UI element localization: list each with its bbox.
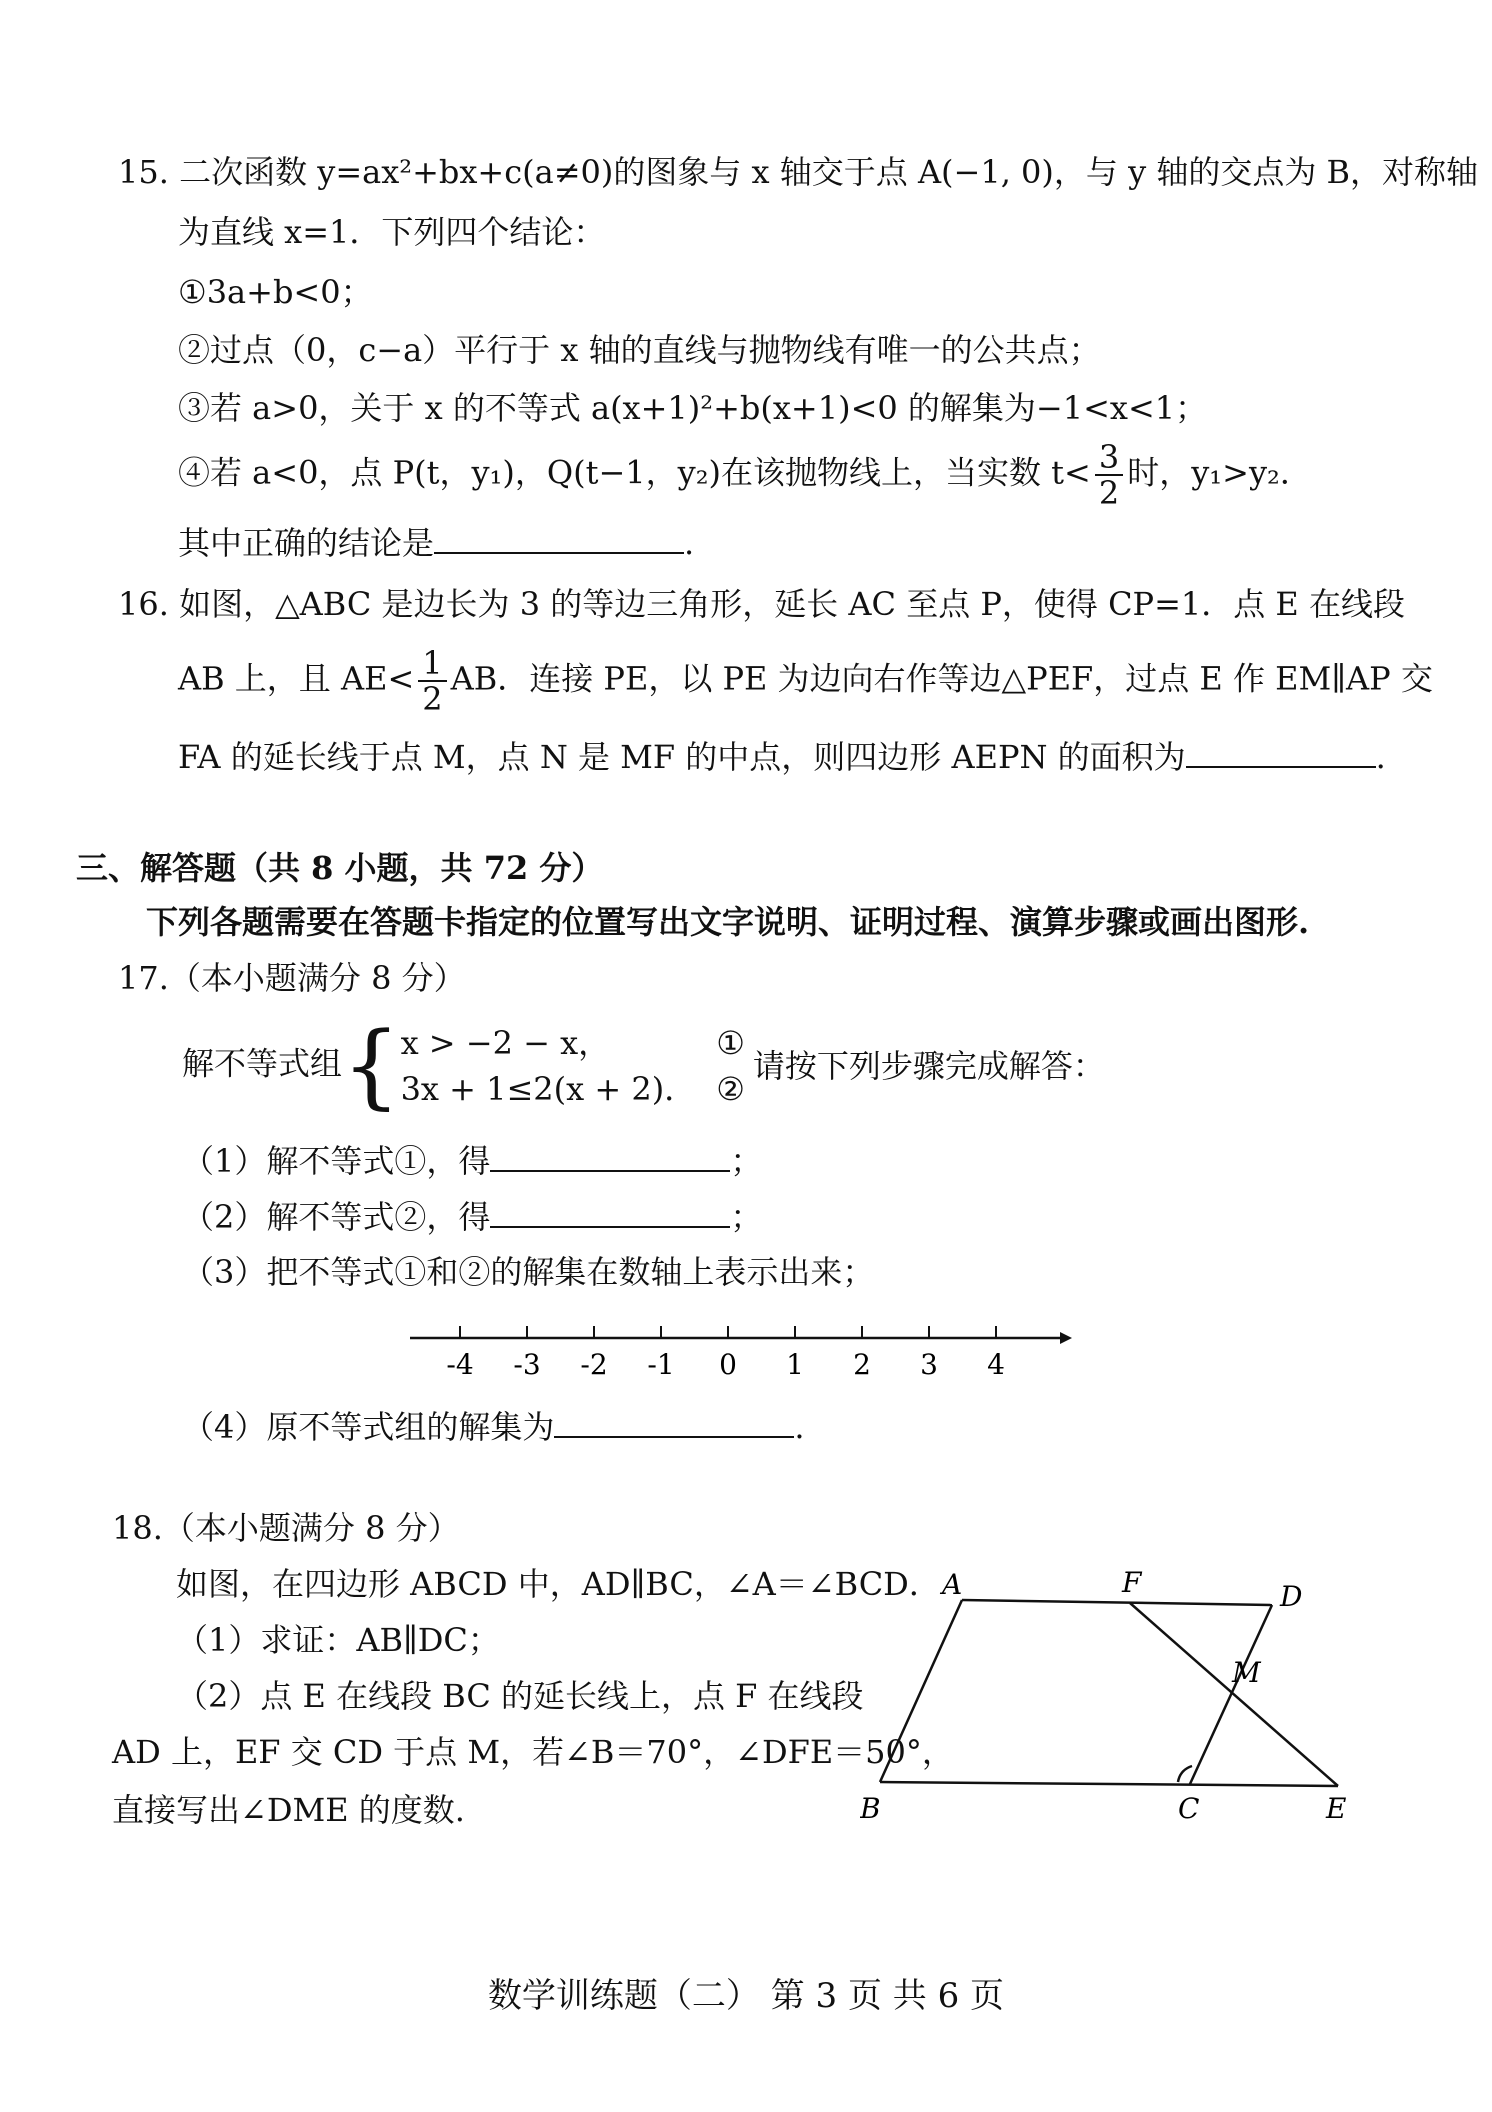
q15-answer-line [178, 522, 694, 563]
q17-marks [716, 1020, 745, 1112]
tick-label: 2 [853, 1348, 871, 1381]
tick-label: -1 [647, 1348, 675, 1381]
q17-mark1: ① [716, 1024, 745, 1062]
q17-step3: （3）把不等式①和②的解集在数轴上表示出来； [182, 1253, 875, 1291]
q18-line5: 直接写出∠DME 的度数. [112, 1791, 465, 1829]
q18-line4: AD 上，EF 交 CD 于点 M，若∠B＝70°，∠DFE＝50°， [112, 1733, 954, 1771]
q15-c4-text-b: 时，y₁>y₂． [1127, 453, 1312, 492]
q17-step2-blank[interactable] [490, 1196, 730, 1228]
q16-line3 [178, 736, 1386, 777]
tick-label: 3 [920, 1348, 938, 1381]
q17-mark2: ② [716, 1070, 745, 1108]
q15-conclusion-1: ①3a+b<0； [178, 273, 373, 311]
segment-FE [1130, 1603, 1338, 1786]
number-line-ticks [446, 1326, 1005, 1381]
q17-step2 [182, 1196, 762, 1237]
q18-line3: （2）点 E 在线段 BC 的延长线上，点 F 在线段 [176, 1677, 864, 1715]
q17-step2-text: （2）解不等式②，得 [182, 1198, 491, 1236]
q17-system [182, 1012, 1105, 1119]
q17-brace: { [342, 1012, 401, 1119]
q17-step4-text: （4）原不等式组的解集为 [182, 1408, 555, 1446]
label-A: A [942, 1568, 963, 1601]
q18-head: 18.（本小题满分 8 分） [112, 1509, 460, 1547]
q17-step1-text: （1）解不等式①，得 [182, 1142, 491, 1180]
tick-label: 4 [987, 1348, 1005, 1381]
q17-number-line[interactable] [400, 1312, 1080, 1384]
tick-label: 0 [719, 1348, 737, 1381]
section3-title: 三、解答题（共 8 小题，共 72 分） [76, 849, 604, 887]
number-line-arrow [1060, 1332, 1072, 1344]
angle-mark-C [1178, 1766, 1192, 1782]
q17-intro: 解不等式组 [182, 1044, 343, 1083]
tick-label: 1 [786, 1348, 804, 1381]
tick-label: -3 [513, 1348, 541, 1381]
label-M: M [1232, 1656, 1261, 1689]
q15-conclusion-2: ②过点（0，c−a）平行于 x 轴的直线与抛物线有唯一的公共点； [178, 331, 1101, 369]
q17-step1-blank[interactable] [490, 1140, 730, 1172]
q17-step2-semi: ； [730, 1198, 763, 1236]
q15-line1: 15. 二次函数 y=ax²+bx+c(a≠0)的图象与 x 轴交于点 A(−1, 0)，与 y 轴的交点为 B，对称轴 [118, 153, 1479, 191]
q15-c4-text-a: ④若 a<0，点 P(t，y₁)，Q(t−1，y₂)在该抛物线上，当实数 t< [178, 453, 1091, 492]
label-D: D [1280, 1580, 1303, 1613]
label-B: B [860, 1792, 881, 1825]
q16-line2 [178, 646, 1433, 716]
q15-ask: 其中正确的结论是 [178, 524, 435, 562]
q17-step1 [182, 1140, 762, 1181]
q17-inequalities [401, 1020, 697, 1112]
q16-fraction [418, 646, 446, 716]
q16-fraction-den: 2 [422, 680, 443, 718]
segment-BE [880, 1782, 1338, 1786]
q15-end: . [684, 524, 695, 562]
segment-DC [1190, 1605, 1272, 1784]
q17-step1-semi: ； [730, 1142, 763, 1180]
q15-fraction [1095, 440, 1123, 510]
segment-AD [962, 1600, 1272, 1605]
q17-head: 17.（本小题满分 8 分） [118, 959, 466, 997]
q16-end: . [1375, 738, 1386, 776]
q18-line1: 如图，在四边形 ABCD 中，AD∥BC，∠A＝∠BCD． [176, 1565, 941, 1603]
q18-line2: （1）求证：AB∥DC； [176, 1621, 500, 1659]
q15-conclusion-4 [178, 440, 1312, 510]
q17-step4 [182, 1406, 805, 1447]
q15-fraction-den: 2 [1098, 474, 1120, 512]
q17-step4-dot: . [794, 1408, 805, 1446]
segment-AB [880, 1600, 962, 1782]
q18-figure [860, 1560, 1380, 1840]
label-E: E [1326, 1792, 1347, 1825]
q16-line2-b: AB．连接 PE，以 PE 为边向右作等边△PEF，过点 E 作 EM∥AP 交 [450, 659, 1433, 698]
section3-desc: 下列各题需要在答题卡指定的位置写出文字说明、证明过程、演算步骤或画出图形. [146, 903, 1310, 941]
q15-answer-blank[interactable] [434, 522, 684, 554]
q15-line2: 为直线 x=1．下列四个结论： [178, 213, 606, 251]
tick-label: -2 [580, 1348, 608, 1381]
q17-ineq2: 3x + 1≤2(x + 2)． [400, 1070, 697, 1108]
q16-line3-text: FA 的延长线于点 M，点 N 是 MF 的中点，则四边形 AEPN 的面积为 [178, 738, 1186, 776]
tick-label: -4 [446, 1348, 474, 1381]
q17-step4-blank[interactable] [554, 1406, 794, 1438]
q17-instruction: 请按下列步骤完成解答： [752, 1047, 1105, 1085]
page-footer: 数学训练题（二） 第 3 页 共 6 页 [487, 1976, 1005, 2016]
label-C: C [1178, 1792, 1200, 1825]
label-F: F [1122, 1566, 1142, 1599]
q16-answer-blank[interactable] [1186, 736, 1376, 768]
q16-fraction-num: 1 [418, 646, 446, 682]
q16-line1: 16. 如图，△ABC 是边长为 3 的等边三角形，延长 AC 至点 P，使得 CP=1．点 E 在线段 [118, 585, 1405, 623]
q15-conclusion-3: ③若 a>0，关于 x 的不等式 a(x+1)²+b(x+1)<0 的解集为−1<x<1； [178, 389, 1208, 427]
q17-ineq1: x > −2 − x， [400, 1024, 611, 1062]
q16-line2-a: AB 上，且 AE< [178, 659, 415, 698]
q15-fraction-num: 3 [1095, 440, 1123, 476]
